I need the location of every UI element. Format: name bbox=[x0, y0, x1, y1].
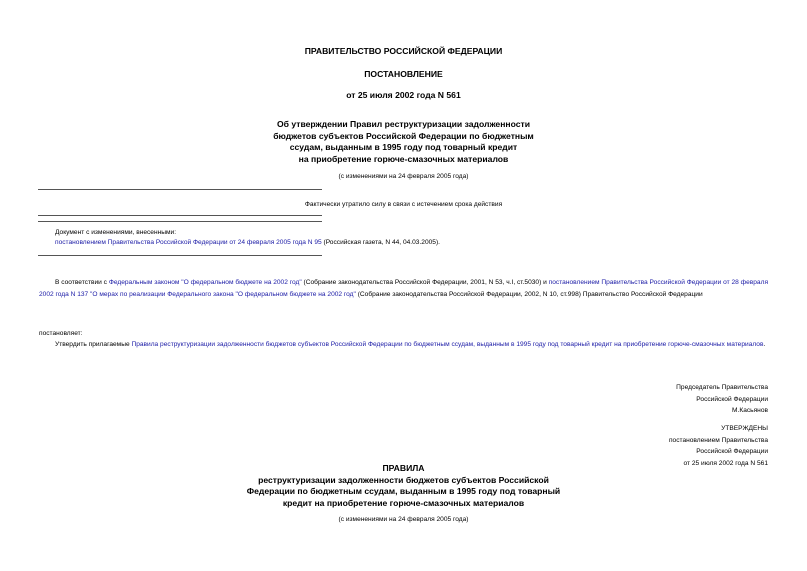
document-title bbox=[0, 119, 807, 165]
rules-changes-note: (с изменениями на 24 февраля 2005 года) bbox=[338, 516, 469, 523]
approved-line: постановлением Правительства bbox=[668, 436, 768, 444]
approve-text: Утвердить прилагаемые bbox=[55, 341, 132, 348]
signature-line: Председатель Правительства bbox=[676, 384, 768, 391]
signature-block bbox=[568, 382, 768, 417]
title-line: бюджетов субъектов Российской Федерации по бюджетным bbox=[273, 130, 534, 141]
approve-text: . bbox=[763, 341, 766, 348]
divider bbox=[38, 215, 322, 216]
amendments-intro: Документ с изменениями, внесенными: bbox=[55, 229, 177, 236]
divider bbox=[38, 255, 322, 256]
rules-title bbox=[0, 463, 807, 509]
rules-link[interactable]: Правила реструктуризации задолженности бюджетов субъектов Российской Федерации по бюджетным ссудам, выданным в 1995 году под товарный кредит на приобретение горюче-смазочных материалов bbox=[131, 341, 764, 348]
rules-title-line: кредит на приобретение горюче-смазочных материалов bbox=[282, 497, 525, 508]
document-date-number: от 25 июля 2002 года N 561 bbox=[346, 90, 461, 100]
rules-title-line: ПРАВИЛА bbox=[382, 463, 425, 473]
approved-line: Российской Федерации bbox=[696, 448, 768, 455]
amendments-line bbox=[55, 239, 440, 246]
title-line: ссудам, выданным в 1995 году под товарный кредит bbox=[289, 142, 518, 152]
title-line: Об утверждении Правил реструктуризации задолженности bbox=[277, 119, 530, 129]
divider bbox=[38, 189, 322, 190]
resolves-text: постановляет: bbox=[39, 330, 83, 337]
preamble-text: (Собрание законодательства Российской Федерации, 2002, N 10, ст.998) Правительство Российской Федерации bbox=[355, 291, 703, 298]
preamble-text: В соответствии с bbox=[55, 279, 109, 286]
document-type: ПОСТАНОВЛЕНИЕ bbox=[364, 69, 443, 79]
rules-title-line: реструктуризации задолженности бюджетов субъектов Российской bbox=[258, 474, 549, 485]
approved-line: УТВЕРЖДЕНЫ bbox=[721, 425, 768, 432]
approved-line: от 25 июля 2002 года N 561 bbox=[683, 459, 768, 467]
signature-line: Российской Федерации bbox=[696, 395, 768, 403]
government-heading: ПРАВИТЕЛЬСТВО РОССИЙСКОЙ ФЕДЕРАЦИИ bbox=[304, 46, 503, 56]
approve-paragraph bbox=[39, 339, 768, 351]
amendment-link[interactable]: постановлением Правительства Российской Федерации от 24 февраля 2005 года N 95 bbox=[55, 239, 322, 246]
expired-note: Фактически утратило силу в связи с истечением срока действия bbox=[304, 201, 503, 208]
changes-note: (с изменениями на 24 февраля 2005 года) bbox=[338, 173, 469, 180]
divider bbox=[38, 221, 322, 222]
signature-line: М.Касьянов bbox=[732, 407, 768, 414]
preamble-paragraph bbox=[39, 277, 768, 301]
federal-law-link[interactable]: Федеральным законом "О федеральном бюджете на 2002 год" bbox=[108, 279, 302, 286]
rules-title-line: Федерации по бюджетным ссудам, выданным в 1995 году под товарный bbox=[246, 486, 561, 496]
preamble-text: (Собрание законодательства Российской Федерации, 2001, N 53, ч.I, ст.5030) и bbox=[301, 279, 549, 286]
title-line: на приобретение горюче-смазочных материалов bbox=[298, 153, 509, 164]
amendment-source: (Российская газета, N 44, 04.03.2005). bbox=[321, 239, 440, 246]
decree-137-link[interactable]: постановлением Правительства Российской Федерации от 28 февраля 2002 года N 137 "О мерах по реализации Федерального закона "О федеральном бюджете на 2002 год" bbox=[39, 279, 769, 298]
